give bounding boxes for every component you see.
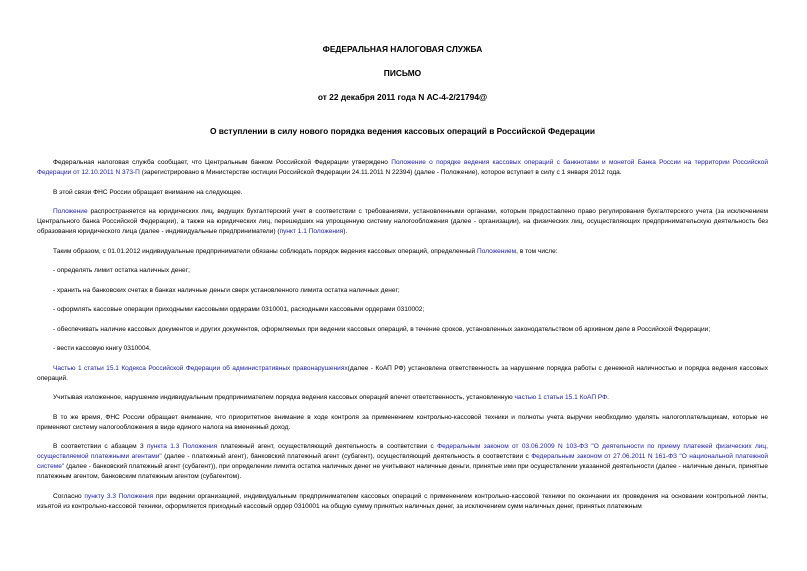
paragraph (37, 393, 768, 403)
document-type: ПИСЬМО (383, 68, 422, 78)
paragraph-text: при ведении организацией, индивидуальным предпринимателем кассовых операций с применением контрольно-кассовой техники по окончании их проведения на основании контрольной ленты, изъятой из контрольно-кассовой техники, оформляется приходный кассовый ордер 0310001 на общую сумму принятых наличных денег, за исключением сумм наличных денег, принятых платежным (37, 492, 768, 510)
paragraph-text: (далее - платежный агент), банковский платежный агент (субагент), осуществляющий деятельность в соответствии с (161, 453, 532, 460)
paragraph-text: , в том числе: (516, 247, 558, 255)
paragraph-text: - вести кассовую книгу 0310004. (53, 345, 151, 352)
paragraph-text: распространяется на юридических лиц, ведущих бухгалтерский учет в соответствии с требованиями, установленными органами, которым предоставлено право регулирования бухгалтерского учета (за исключением Центрального банка Российской Федерации), а также на юридических лиц, перешедших на упрощенную систему налогообложения (далее - организации), на физических лиц, осуществляющих предпринимательскую деятельность без образования юридического лица (далее - индивидуальные предприниматели) ( (37, 208, 768, 235)
paragraph (37, 442, 768, 482)
paragraph-text: - определять лимит остатка наличных денег; (53, 267, 190, 274)
document-link[interactable]: Положением (477, 247, 517, 255)
paragraph-text: Таким образом, с 01.01.2012 индивидуальные предприниматели обязаны соблюдать порядок ведения кассовых операций, определенный (53, 247, 478, 255)
paragraph-text: Согласно (53, 492, 85, 500)
paragraph-text: . (607, 394, 609, 401)
paragraph-text: - обеспечивать наличие кассовых документов и других документов, оформляемых при ведении кассовых операций, в течение сроков, установленных законодательством об архивном деле в Российской Федерации; (53, 325, 711, 333)
paragraph (37, 364, 768, 384)
document-title: О вступлении в силу нового порядка ведения кассовых операций в Российской Федерации (209, 126, 596, 136)
paragraph (37, 247, 768, 257)
paragraph-text: (далее - КоАП РФ) установлена ответственность за нарушение порядка работы с денежной наличностью и порядка ведения кассовых операций. (37, 364, 768, 382)
paragraph-text: платежный агент, осуществляющий деятельность в соответствии с (217, 443, 438, 450)
document-link[interactable]: Частью 1 статьи 15.1 Кодекса Российской Федерации об административных правонарушениях (53, 364, 348, 372)
document-link[interactable]: пункту 3.3 Положения (84, 492, 154, 500)
paragraph (37, 492, 768, 512)
document-link[interactable]: пункта 1.3 Положения (146, 443, 218, 450)
paragraph (37, 286, 768, 296)
document-link[interactable]: пункт 1.1 Положения (279, 228, 344, 235)
paragraph-text: (зарегистрировано в Министерстве юстиции Российской Федерации 24.11.2011 N 22394) (далее - Положение), которое вступает в силу с 1 января 2012 года. (139, 169, 622, 176)
paragraph (37, 305, 768, 315)
paragraph (37, 158, 768, 178)
paragraph-text: Учитывая изложенное, нарушение индивидуальным предпринимателем порядка ведения кассовых операций влечет ответственность, установленную (53, 394, 515, 401)
paragraph (37, 266, 768, 276)
paragraph-text: Федеральная налоговая служба сообщает, что Центральным банком Российской Федерации утверждено (53, 159, 392, 166)
paragraph-text: - оформлять кассовые операции приходными кассовыми ордерами 0310001, расходными кассовыми ордерами 0310002; (53, 306, 425, 313)
document-link[interactable]: частью 1 статьи 15.1 КоАП РФ (514, 394, 608, 401)
document-date-number: от 22 декабря 2011 года N АС-4-2/21794@ (317, 92, 488, 102)
paragraph-text: - хранить на банковских счетах в банках наличные деньги сверх установленного лимита остатка наличных денег; (53, 286, 400, 294)
paragraph-text: В соответствии с абзацем 3 (53, 443, 147, 450)
paragraph-text: В этой связи ФНС России обращает внимание на следующее. (53, 188, 243, 196)
paragraph (37, 325, 768, 335)
document-link[interactable]: Положение о порядке ведения кассовых операций с банкнотами и монетой Банка России на территории Российской Федерации от 12.10.2011 N 373-П (37, 159, 769, 176)
paragraph (37, 188, 768, 198)
paragraph (37, 344, 768, 354)
paragraph-text: ). (343, 228, 348, 235)
document-link[interactable]: Положение (53, 208, 88, 215)
document-link[interactable]: Федеральным законом от 03.06.2009 N 103-ФЗ "О деятельности по приему платежей физических лиц, осуществляемой платежными агентами" (37, 443, 768, 460)
paragraph (37, 207, 768, 237)
paragraph (37, 413, 768, 433)
document-link[interactable]: Федеральным законом от 27.06.2011 N 161-ФЗ "О национальной платежной системе" (37, 453, 768, 470)
paragraph-text: (далее - банковский платежный агент (субагент)), при определении лимита остатка наличных денег не учитывают наличные деньги, принятые ими при осуществлении указанной деятельности (далее - наличные деньги, принятые платежным агентом, банковским платежным агентом (субагентом). (37, 463, 768, 480)
issuing-agency: ФЕДЕРАЛЬНАЯ НАЛОГОВАЯ СЛУЖБА (322, 44, 483, 54)
paragraph-text: В то же время, ФНС России обращает внимание, что приоритетное внимание в ходе контроля за применением контрольно-кассовой техники и полноты учета выручки необходимо уделять налогоплательщикам, которые не применяют систему налогообложения в виде единого налога на вмененный доход. (37, 413, 768, 431)
document-body (37, 158, 768, 512)
